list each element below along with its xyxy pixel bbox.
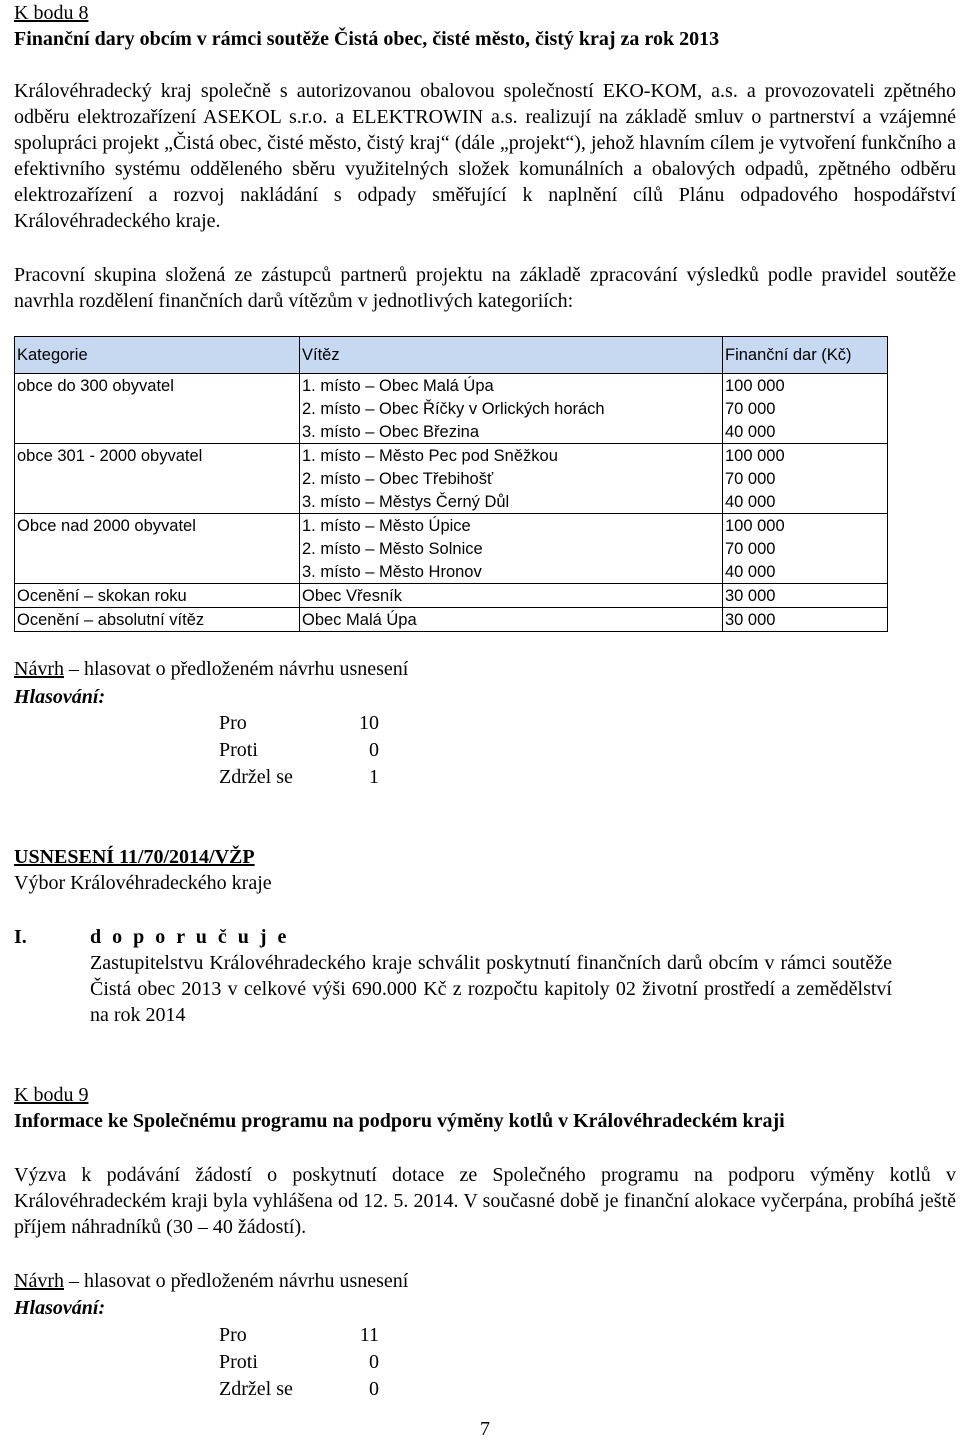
cell-category	[15, 560, 300, 584]
table-row	[15, 467, 888, 490]
item9-label[interactable]: K bodu 9	[14, 1084, 89, 1106]
item9-proposal-link[interactable]: Návrh	[14, 1270, 64, 1292]
header-amount: Finanční dar (Kč)	[723, 337, 888, 374]
item9-proposal-text: – hlasovat o předloženém návrhu usnesení	[63, 1270, 409, 1292]
resolution-title: USNESENÍ 11/70/2014/VŽP	[14, 846, 255, 868]
table-row	[15, 420, 888, 444]
cell-amount: 100 000	[723, 444, 888, 468]
vote-label: Proti	[219, 739, 258, 761]
cell-winner: 2. místo – Obec Říčky v Orlických horách	[300, 397, 723, 420]
item8-title: Finanční dary obcím v rámci soutěže Čistá obec, čisté město, čistý kraj za rok 2013	[14, 28, 720, 50]
roman-numeral: I.	[14, 926, 27, 948]
item9-vote-results	[219, 1322, 419, 1403]
header-winner: Vítěz	[300, 337, 723, 374]
recommend-text: Zastupitelstvu Královéhradeckého kraje schválit poskytnutí finančních darů obcím v rámci soutěže Čistá obec 2013 v celkové výši 690.000 Kč z rozpočtu kapitoly 02 životní prostředí a zemědělství na rok 2014	[90, 952, 892, 1026]
cell-amount: 100 000	[723, 374, 888, 398]
item8-vote-results	[219, 710, 419, 791]
vote-row	[219, 1322, 419, 1349]
resolution-body: Výbor Královéhradeckého kraje	[14, 872, 272, 894]
vote-row	[219, 1376, 419, 1403]
awards-table	[14, 336, 888, 632]
item9-title: Informace ke Společnému programu na podporu výměny kotlů v Královéhradeckém kraji	[14, 1110, 785, 1132]
cell-amount: 40 000	[723, 560, 888, 584]
table-row	[15, 608, 888, 632]
cell-category: obce 301 - 2000 obyvatel	[15, 444, 300, 468]
vote-count: 1	[369, 766, 379, 788]
item9-proposal	[14, 1268, 956, 1294]
item9-voting-label: Hlasování:	[14, 1297, 106, 1319]
table-header-row	[15, 337, 888, 374]
page-number: 7	[480, 1418, 490, 1440]
table-row	[15, 374, 888, 398]
cell-category: Ocenění – absolutní vítěz	[15, 608, 300, 632]
cell-category	[15, 537, 300, 560]
item8-label[interactable]: K bodu 8	[14, 2, 89, 24]
cell-winner: 3. místo – Obec Březina	[300, 420, 723, 444]
cell-amount: 40 000	[723, 490, 888, 514]
vote-label: Pro	[219, 712, 247, 734]
vote-label: Pro	[219, 1324, 247, 1346]
vote-count: 0	[369, 739, 379, 761]
item8-paragraph-1: Královéhradecký kraj společně s autorizovanou obalovou společností EKO-KOM, a.s. a provozovateli zpětného odběru elektrozařízení ASEKOL s.r.o. a ELEKTROWIN a.s. realizují na základě smluv o partnerství a vzájemné spolupráci projekt „Čistá obec, čisté město, čistý kraj“ (dále „projekt“), jehož hlavním cílem je vytvoření funkčního a efektivního systému odděleného sběru využitelných složek komunálních a obalových odpadů, zpětného odběru elektrozařízení a rozvoj nakládání s odpady směřující k naplnění cílů Plánu odpadového hospodářství Královéhradeckého kraje.	[14, 80, 956, 232]
item8-proposal-link[interactable]: Návrh	[14, 658, 64, 680]
vote-row	[219, 737, 419, 764]
cell-winner: 3. místo – Město Hronov	[300, 560, 723, 584]
item9-paragraph: Výzva k podávání žádostí o poskytnutí dotace ze Společného programu na podporu výměny kotlů v Královéhradeckém kraji byla vyhlášena od 12. 5. 2014. V současné době je finanční alokace vyčerpána, probíhá ještě příjem náhradníků (30 – 40 žádostí).	[14, 1164, 956, 1238]
cell-amount: 70 000	[723, 537, 888, 560]
cell-winner: 1. místo – Obec Malá Úpa	[300, 374, 723, 398]
resolution-block	[14, 844, 956, 896]
item8-section	[14, 0, 956, 52]
table-row	[15, 397, 888, 420]
item8-proposal	[14, 656, 956, 682]
cell-amount: 70 000	[723, 467, 888, 490]
vote-label: Zdržel se	[219, 766, 293, 788]
item8-proposal-text: – hlasovat o předloženém návrhu usnesení	[63, 658, 409, 680]
cell-winner: Obec Malá Úpa	[300, 608, 723, 632]
table-row	[15, 514, 888, 538]
cell-amount: 100 000	[723, 514, 888, 538]
table-row	[15, 584, 888, 608]
cell-category	[15, 490, 300, 514]
cell-amount: 30 000	[723, 608, 888, 632]
header-category: Kategorie	[15, 337, 300, 374]
vote-count: 0	[369, 1378, 379, 1400]
cell-winner: Obec Vřesník	[300, 584, 723, 608]
table-row	[15, 444, 888, 468]
vote-count: 0	[369, 1351, 379, 1373]
vote-label: Zdržel se	[219, 1378, 293, 1400]
recommend-block	[14, 924, 956, 950]
item8-paragraph-2: Pracovní skupina složená ze zástupců partnerů projektu na základě zpracování výsledků podle pravidel soutěže navrhla rozdělení finančních darů vítězům v jednotlivých kategoriích:	[14, 264, 956, 312]
table-row	[15, 537, 888, 560]
item9-section	[14, 1082, 956, 1134]
recommend-heading: d o p o r u č u j e	[90, 926, 290, 948]
vote-row	[219, 710, 419, 737]
cell-category	[15, 397, 300, 420]
vote-row	[219, 764, 419, 791]
cell-category: Ocenění – skokan roku	[15, 584, 300, 608]
cell-winner: 1. místo – Město Úpice	[300, 514, 723, 538]
cell-category: obce do 300 obyvatel	[15, 374, 300, 398]
cell-category	[15, 467, 300, 490]
cell-winner: 2. místo – Obec Třebihošť	[300, 467, 723, 490]
cell-amount: 30 000	[723, 584, 888, 608]
cell-winner: 1. místo – Město Pec pod Sněžkou	[300, 444, 723, 468]
cell-winner: 2. místo – Město Solnice	[300, 537, 723, 560]
vote-count: 10	[359, 712, 379, 734]
cell-winner: 3. místo – Městys Černý Důl	[300, 490, 723, 514]
cell-amount: 70 000	[723, 397, 888, 420]
cell-category: Obce nad 2000 obyvatel	[15, 514, 300, 538]
table-row	[15, 560, 888, 584]
vote-row	[219, 1349, 419, 1376]
table-row	[15, 490, 888, 514]
cell-amount: 40 000	[723, 420, 888, 444]
vote-label: Proti	[219, 1351, 258, 1373]
vote-count: 11	[359, 1324, 379, 1346]
item8-voting-label: Hlasování:	[14, 686, 106, 708]
cell-category	[15, 420, 300, 444]
